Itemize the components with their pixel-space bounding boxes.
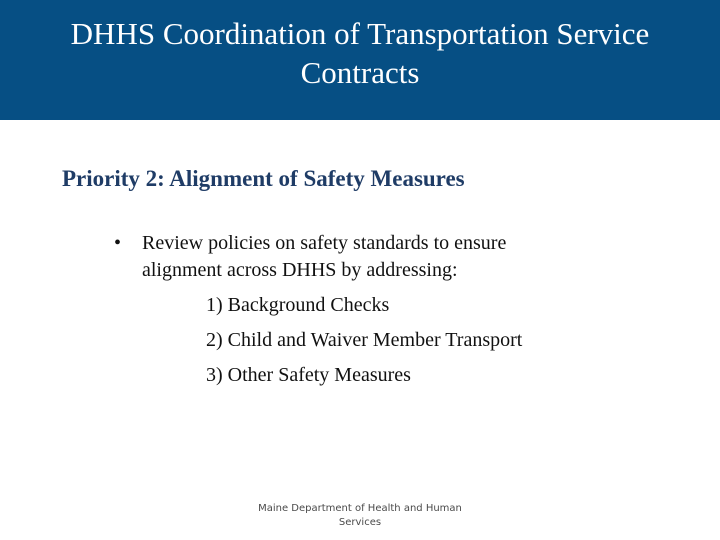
sub-item-list (114, 292, 674, 389)
slide-footer (250, 502, 470, 530)
bullet-text-line-2: alignment across DHHS by addressing: (142, 259, 458, 281)
sub-item-background-checks: 1) Background Checks (206, 294, 390, 316)
bullet-item (114, 230, 674, 284)
sub-item-child-waiver-transport: 2) Child and Waiver Member Transport (206, 329, 523, 351)
footer-line-2: Services (338, 517, 382, 528)
title-bar (0, 0, 720, 120)
bullet-text-line-1: Review policies on safety standards to ensure (142, 232, 507, 254)
bullet-marker: • (114, 232, 122, 254)
bullet-list (114, 230, 674, 397)
footer-line-1: Maine Department of Health and Human (258, 503, 462, 514)
sub-item-other-safety-measures: 3) Other Safety Measures (206, 364, 411, 386)
slide-title-line-1: DHHS Coordination of Transportation Service (70, 16, 650, 51)
slide-title-line-2: Contracts (300, 55, 420, 90)
slide-subtitle: Priority 2: Alignment of Safety Measures (62, 166, 465, 191)
bullet-text (142, 230, 674, 284)
